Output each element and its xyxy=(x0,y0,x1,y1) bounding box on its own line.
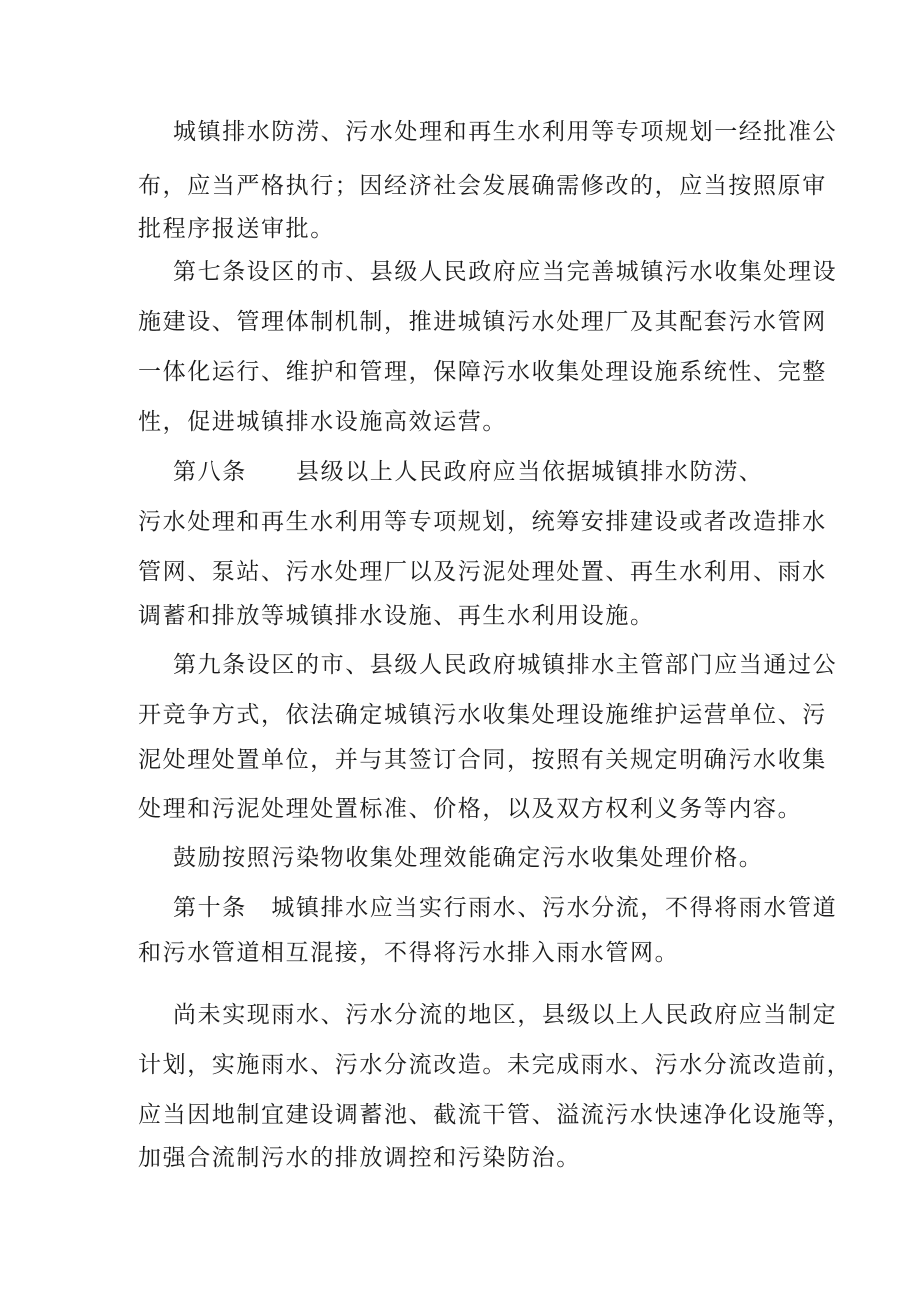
text-line: 第十条 城镇排水应当实行雨水、污水分流，不得将雨水管道 xyxy=(173,895,838,921)
text-line: 第七条设区的市、县级人民政府应当完善城镇污水收集处理设 xyxy=(173,259,838,285)
text-line: 性，促进城镇排水设施高效运营。 xyxy=(138,409,507,435)
text-line: 鼓励按照污染物收集处理效能确定污水收集处理价格。 xyxy=(173,845,764,871)
text-line: 批程序报送审批。 xyxy=(138,216,335,242)
text-line: 应当因地制宜建设调蓄池、截流干管、溢流污水快速净化设施等， xyxy=(138,1102,852,1128)
text-line: 城镇排水防涝、污水处理和再生水利用等专项规划一经批准公 xyxy=(173,119,838,145)
text-line: 管网、泵站、污水处理厂以及污泥处理处置、再生水利用、雨水 xyxy=(138,559,827,585)
text-line: 布，应当严格执行；因经济社会发展确需修改的，应当按照原审 xyxy=(138,173,827,199)
text-line: 计划，实施雨水、污水分流改造。未完成雨水、污水分流改造前， xyxy=(138,1052,852,1078)
text-line: 加强合流制污水的排放调控和污染防治。 xyxy=(138,1145,581,1171)
text-line: 调蓄和排放等城镇排水设施、再生水利用设施。 xyxy=(138,603,655,629)
text-line: 和污水管道相互混接，不得将污水排入雨水管网。 xyxy=(138,940,680,966)
text-line: 泥处理处置单位，并与其签订合同，按照有关规定明确污水收集 xyxy=(138,747,827,773)
text-line: 开竞争方式，依法确定城镇污水收集处理设施维护运营单位、污 xyxy=(138,702,827,728)
text-line: 施建设、管理体制机制，推进城镇污水处理厂及其配套污水管网 xyxy=(138,309,827,335)
text-line: 污水处理和再生水利用等专项规划，统筹安排建设或者改造排水 xyxy=(138,509,827,535)
text-line: 一体化运行、维护和管理，保障污水收集处理设施系统性、完整 xyxy=(138,359,827,385)
text-line: 第八条 县级以上人民政府应当依据城镇排水防涝、 xyxy=(173,459,764,485)
text-line: 尚未实现雨水、污水分流的地区，县级以上人民政府应当制定 xyxy=(173,1002,838,1028)
text-line: 处理和污泥处理处置标准、价格，以及双方权利义务等内容。 xyxy=(138,796,803,822)
text-line: 第九条设区的市、县级人民政府城镇排水主管部门应当通过公 xyxy=(173,652,838,678)
